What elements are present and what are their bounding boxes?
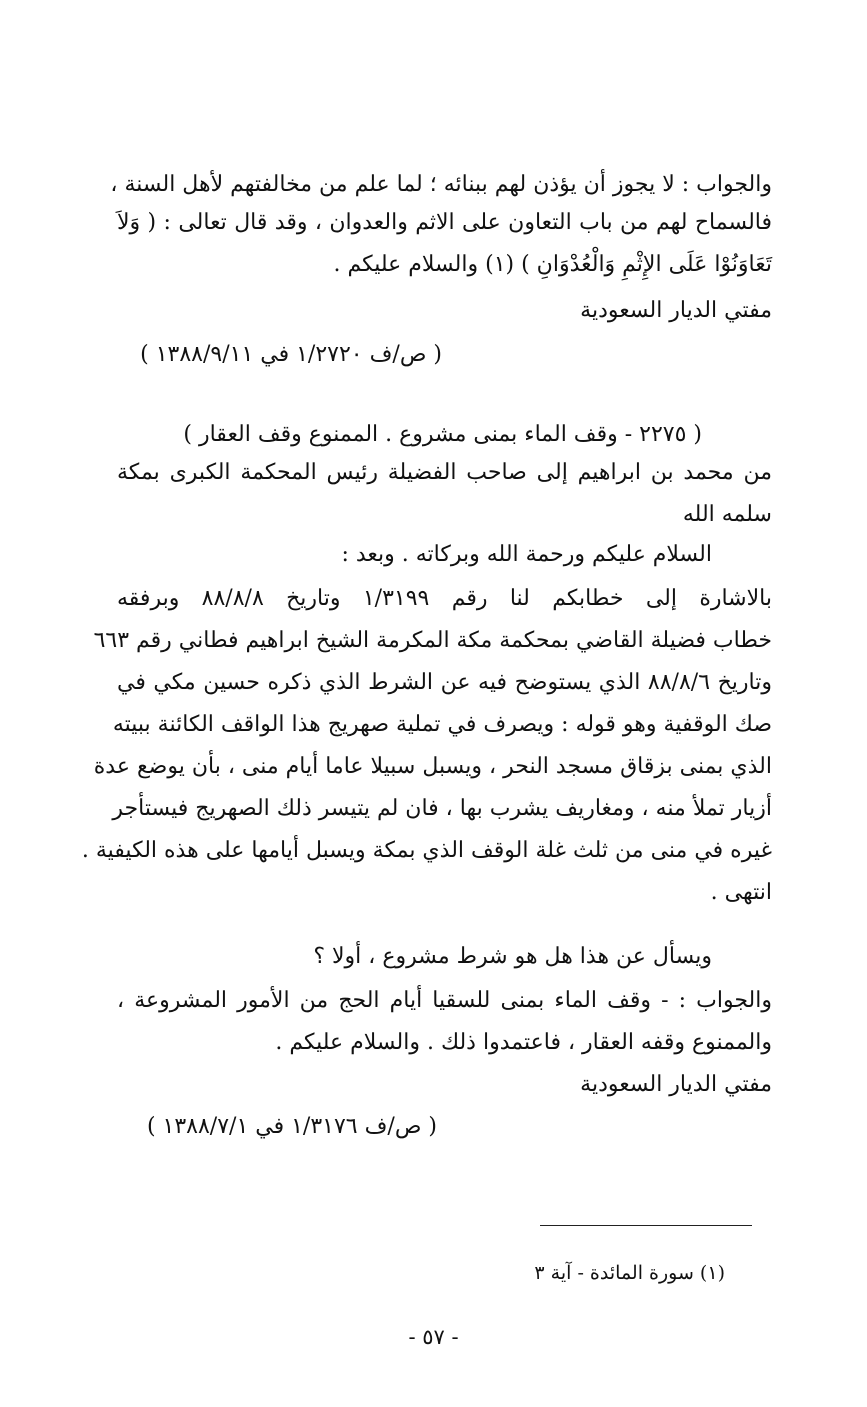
fatwa-body-line-8: انتهى . [710, 880, 772, 905]
fatwa-body-line-6: أزيار تملأ منه ، ومغاريف يشرب بها ، فان لم يتيسر ذلك الصهريج فيستأجر [112, 796, 772, 821]
fatwa-body-line-2: خطاب فضيلة القاضي بمحكمة مكة المكرمة الشيخ ابراهيم فطاني رقم ٦٦٣ [93, 628, 772, 653]
fatwa-body-line-4: صك الوقفية وهو قوله : ويصرف في تملية صهريج هذا الواقف الكائنة ببيته [112, 712, 772, 737]
fatwa-from-line2: سلمه الله [682, 502, 772, 527]
fatwa-question: ويسأل عن هذا هل هو شرط مشروع ، أولا ؟ [313, 944, 712, 969]
fatwa-body-line-3: وتاريخ ٨٨/٨/٦ الذي يستوضح فيه عن الشرط الذي ذكره حسين مكي في [117, 670, 772, 695]
fatwa-signature: مفتي الديار السعودية [580, 1072, 772, 1097]
fatwa-answer-line2: والممنوع وقفه العقار ، فاعتمدوا ذلك . والسلام عليكم . [275, 1030, 772, 1055]
answer1-reference: ( ص/ف ١/٢٧٢٠ في ١٣٨٨/٩/١١ ) [140, 342, 442, 367]
page-number: - ٥٧ - [408, 1325, 459, 1349]
fatwa-body-line-5: الذي بمنى بزقاق مسجد النحر ، ويسبل سبيلا عاما أيام منى ، بأن يوضع عدة [93, 754, 772, 779]
answer1-line1: والجواب : لا يجوز أن يؤذن لهم ببنائه ؛ لما علم من مخالفتهم لأهل السنة ، [110, 172, 772, 197]
fatwa-body-line-7: غيره في منى من ثلث غلة الوقف الذي بمكة ويسبل أيامها على هذه الكيفية . [81, 838, 772, 863]
footnote-divider [540, 1225, 752, 1226]
fatwa-answer-line1: والجواب : - وقف الماء بمنى للسقيا أيام الحج من الأمور المشروعة ، [117, 988, 772, 1013]
fatwa-heading: ( ٢٢٧٥ - وقف الماء بمنى مشروع . الممنوع وقف العقار ) [183, 422, 702, 447]
footnote: (١) سورة المائدة - آية ٣ [534, 1262, 725, 1284]
fatwa-from-line1: من محمد بن ابراهيم إلى صاحب الفضيلة رئيس المحكمة الكبرى بمكة [117, 460, 772, 485]
fatwa-greeting: السلام عليكم ورحمة الله وبركاته . وبعد : [341, 542, 712, 567]
answer1-line2: فالسماح لهم من باب التعاون على الاثم والعدوان ، وقد قال تعالى : ( وَلاَ [117, 210, 772, 235]
fatwa-body-line-1: بالاشارة إلى خطابكم لنا رقم ١/٣١٩٩ وتاريخ ٨٨/٨/٨ وبرفقه [117, 586, 772, 611]
fatwa-reference: ( ص/ف ١/٣١٧٦ في ١٣٨٨/٧/١ ) [146, 1114, 437, 1139]
answer1-signature: مفتي الديار السعودية [580, 298, 772, 323]
answer1-line3: تَعَاوَنُوْا عَلَى الإِثْمِ وَالْعُدْوَانِ ) (١) والسلام عليكم . [333, 252, 772, 277]
